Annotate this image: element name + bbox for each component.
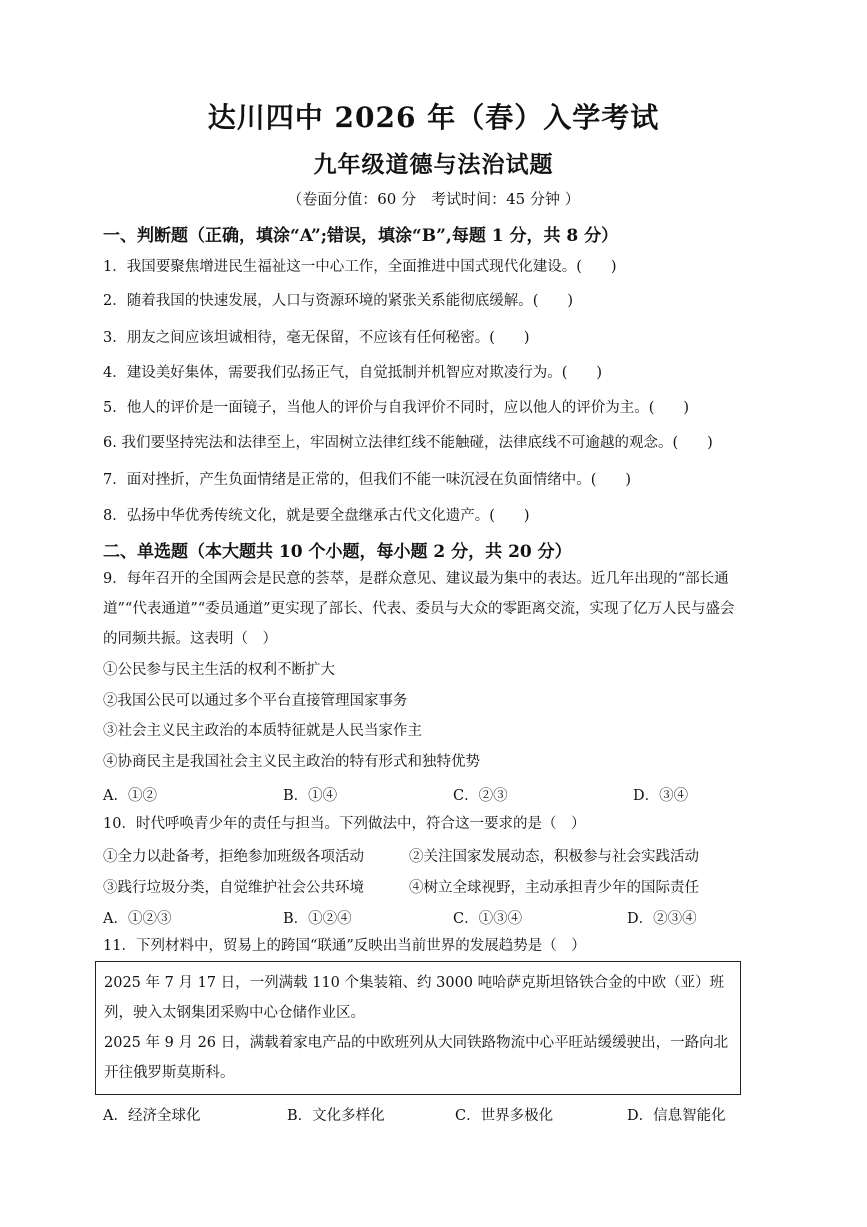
- q11-option-a[interactable]: A．经济全球化: [103, 1108, 201, 1124]
- q10-option-c[interactable]: C．①③④: [453, 911, 523, 927]
- q11-options: [103, 1104, 743, 1124]
- section1-heading: 一、判断题（正确，填涂“A”;错误，填涂“B”,每题 1 分，共 8 分）: [103, 226, 619, 246]
- q11-option-d[interactable]: D．信息智能化: [627, 1108, 726, 1124]
- q10-option-a[interactable]: A．①②③: [103, 911, 172, 927]
- q9-option-d[interactable]: D．③④: [633, 788, 689, 804]
- q9-statement-4: ④协商民主是我国社会主义民主政治的特有形式和独特优势: [103, 754, 480, 770]
- q10-statement-3: ③践行垃圾分类，自觉维护社会公共环境: [103, 880, 364, 896]
- judge-item-7: 7．面对挫折，产生负面情绪是正常的，但我们不能一味沉浸在负面情绪中。( ): [103, 472, 632, 488]
- q9-option-a[interactable]: A．①②: [103, 788, 157, 804]
- q9-options: [103, 784, 743, 804]
- question-9-stem: 9．每年召开的全国两会是民意的荟萃，是群众意见、建议最为集中的表达。近几年出现的“部长通道”“代表通道”“委员通道”更实现了部长、代表、委员与大众的零距离交流，实现了亿万人民与盛会的同频共振。这表明（ ）: [103, 571, 735, 647]
- q10-statement-4: ④树立全球视野，主动承担青少年的国际责任: [409, 880, 699, 896]
- q10-statements-row-2: [103, 876, 743, 896]
- section2-heading: 二、单选题（本大题共 10 个小题，每小题 2 分，共 20 分）: [103, 542, 572, 562]
- question-11-stem: 11．下列材料中，贸易上的跨国“联通”反映出当前世界的发展趋势是（ ）: [103, 938, 586, 954]
- q9-statement-2: ②我国公民可以通过多个平台直接管理国家事务: [103, 693, 408, 709]
- q11-material-2: 2025 年 9 月 26 日，满载着家电产品的中欧班列从大同铁路物流中心平旺站缓缓驶出，一路向北开往俄罗斯莫斯科。: [104, 1035, 729, 1081]
- q10-option-d[interactable]: D．②③④: [627, 911, 697, 927]
- judge-item-2: 2．随着我国的快速发展，人口与资源环境的紧张关系能彻底缓解。( ): [103, 293, 574, 309]
- judge-item-6: 6. 我们要坚持宪法和法律至上，牢固树立法律红线不能触碰，法律底线不可逾越的观念。( ): [103, 435, 713, 451]
- q9-option-c[interactable]: C．②③: [453, 788, 508, 804]
- judge-item-5: 5．他人的评价是一面镜子，当他人的评价与自我评价不同时，应以他人的评价为主。( ): [103, 400, 690, 416]
- judge-item-3: 3．朋友之间应该坦诚相待，毫无保留，不应该有任何秘密。( ): [103, 330, 530, 346]
- q11-material-box: [95, 961, 741, 1095]
- judge-item-4: 4．建设美好集体，需要我们弘扬正气，自觉抵制并机智应对欺凌行为。( ): [103, 365, 603, 381]
- q9-option-b[interactable]: B．①④: [283, 788, 338, 804]
- q10-options: [103, 907, 743, 927]
- judge-item-1: 1．我国要聚焦增进民生福祉这一中心工作，全面推进中国式现代化建设。( ): [103, 259, 617, 275]
- exam-subtitle: 九年级道德与法治试题: [313, 151, 554, 178]
- judge-item-8: 8．弘扬中华优秀传统文化，就是要全盘继承古代文化遗产。( ): [103, 508, 530, 524]
- q10-statement-1: ①全力以赴备考，拒绝参加班级各项活动: [103, 849, 364, 865]
- q11-option-c[interactable]: C．世界多极化: [455, 1108, 554, 1124]
- q11-option-b[interactable]: B．文化多样化: [287, 1108, 385, 1124]
- q11-material-1: 2025 年 7 月 17 日，一列满载 110 个集装箱、约 3000 吨哈萨克斯坦铬铁合金的中欧（亚）班列，驶入太钢集团采购中心仓储作业区。: [104, 975, 725, 1021]
- exam-meta: （卷面分值：60 分 考试时间：45 分钟 ）: [287, 190, 580, 208]
- q9-statement-3: ③社会主义民主政治的本质特征就是人民当家作主: [103, 723, 422, 739]
- exam-title: 达川四中 2026 年（春）入学考试: [207, 101, 660, 134]
- question-10-stem: 10．时代呼唤青少年的责任与担当。下列做法中，符合这一要求的是（ ）: [103, 816, 586, 832]
- q10-statement-2: ②关注国家发展动态，积极参与社会实践活动: [409, 849, 699, 865]
- q9-statement-1: ①公民参与民主生活的权利不断扩大: [103, 662, 335, 678]
- q10-statements-row-1: [103, 845, 743, 865]
- q10-option-b[interactable]: B．①②④: [283, 911, 352, 927]
